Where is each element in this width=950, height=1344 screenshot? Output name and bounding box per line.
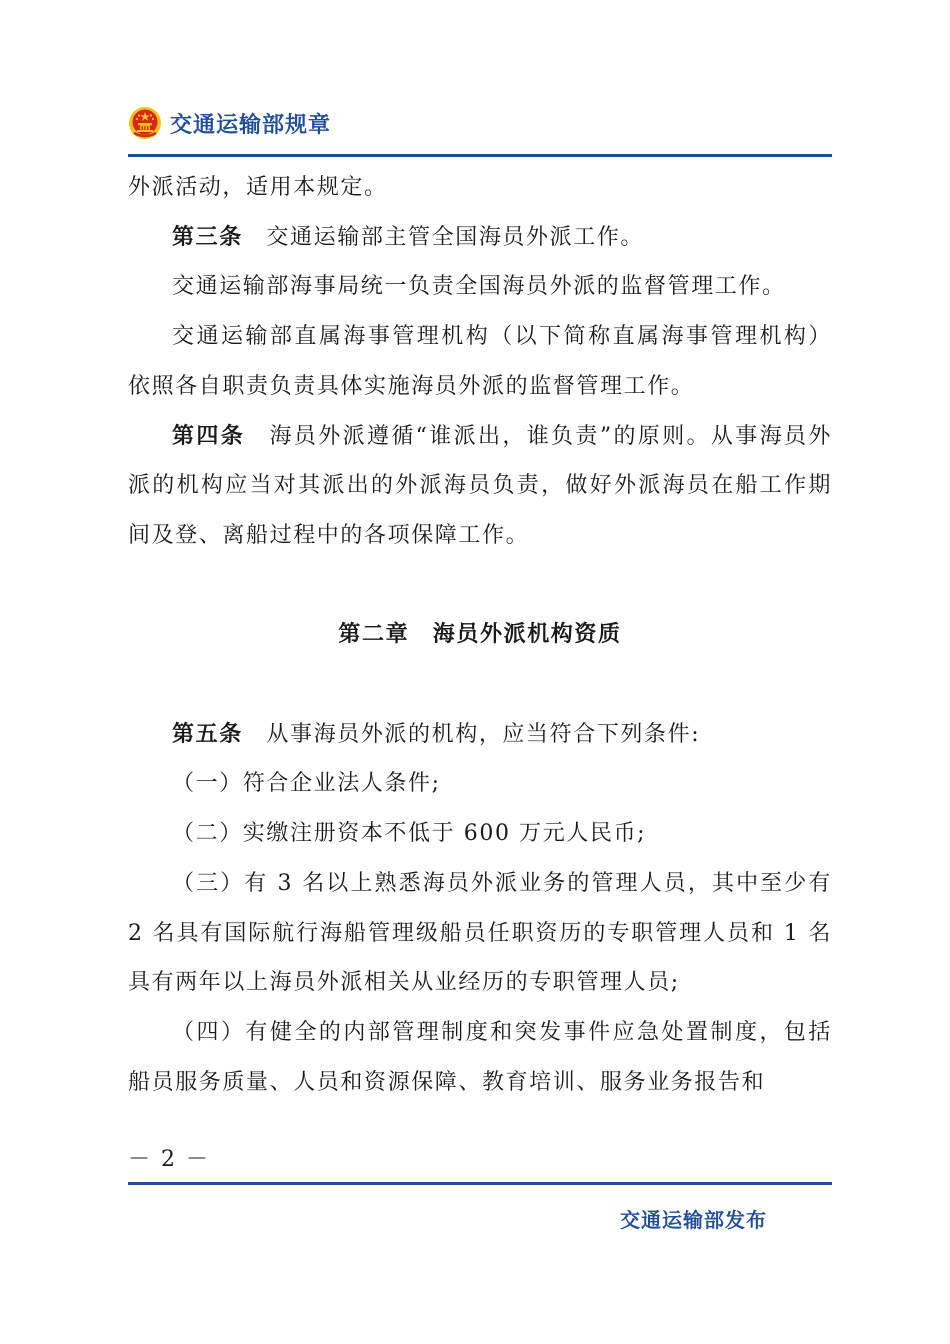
header-title: 交通运输部规章 xyxy=(170,112,332,138)
article-4 xyxy=(128,412,832,561)
paragraph-continuation: 外派活动，适用本规定。 xyxy=(128,175,388,200)
footer-divider xyxy=(128,1182,832,1185)
article-5-text: 从事海员外派的机构，应当符合下列条件: xyxy=(266,721,701,747)
article-3-text: 交通运输部主管全国海员外派工作。 xyxy=(266,224,645,250)
article-4-label: 第四条 xyxy=(172,423,246,449)
list-item-4: （四）有健全的内部管理制度和突发事件应急处置制度，包括船员服务质量、人员和资源保障、教育培训、服务业务报告和 xyxy=(128,1019,832,1095)
paragraph-msa: 交通运输部海事局统一负责全国海员外派的监督管理工作。 xyxy=(172,274,786,300)
list-item-2: （二）实缴注册资本不低于 600 万元人民币; xyxy=(172,821,647,847)
article-3-label: 第三条 xyxy=(172,224,243,250)
document-body xyxy=(128,163,832,1107)
list-item-3: （三）有 3 名以上熟悉海员外派业务的管理人员，其中至少有 2 名具有国际航行海船管理级船员任职资历的专职管理人员和 1 名具有两年以上海员外派相关从业经历的专职管理人员; xyxy=(128,870,832,996)
list-item-1: （一）符合企业法人条件; xyxy=(172,771,441,797)
article-5 xyxy=(128,710,832,760)
national-emblem-icon xyxy=(128,106,162,140)
page-number: － 2 － xyxy=(128,1147,210,1172)
page-header xyxy=(128,100,331,146)
article-5-label: 第五条 xyxy=(172,721,243,747)
footer-publisher: 交通运输部发布 xyxy=(620,1208,767,1232)
article-4-text: 海员外派遵循“谁派出，谁负责”的原则。从事海员外派的机构应当对其派出的外派海员负责，做好外派海员在船工作期间及登、离船过程中的各项保障工作。 xyxy=(128,423,832,548)
article-3 xyxy=(128,213,832,263)
chapter-title: 第二章 海员外派机构资质 xyxy=(338,622,622,648)
paragraph-direct-msa: 交通运输部直属海事管理机构（以下简称直属海事管理机构）依照各自职责负责具体实施海员外派的监督管理工作。 xyxy=(128,324,832,399)
header-divider xyxy=(128,154,832,157)
